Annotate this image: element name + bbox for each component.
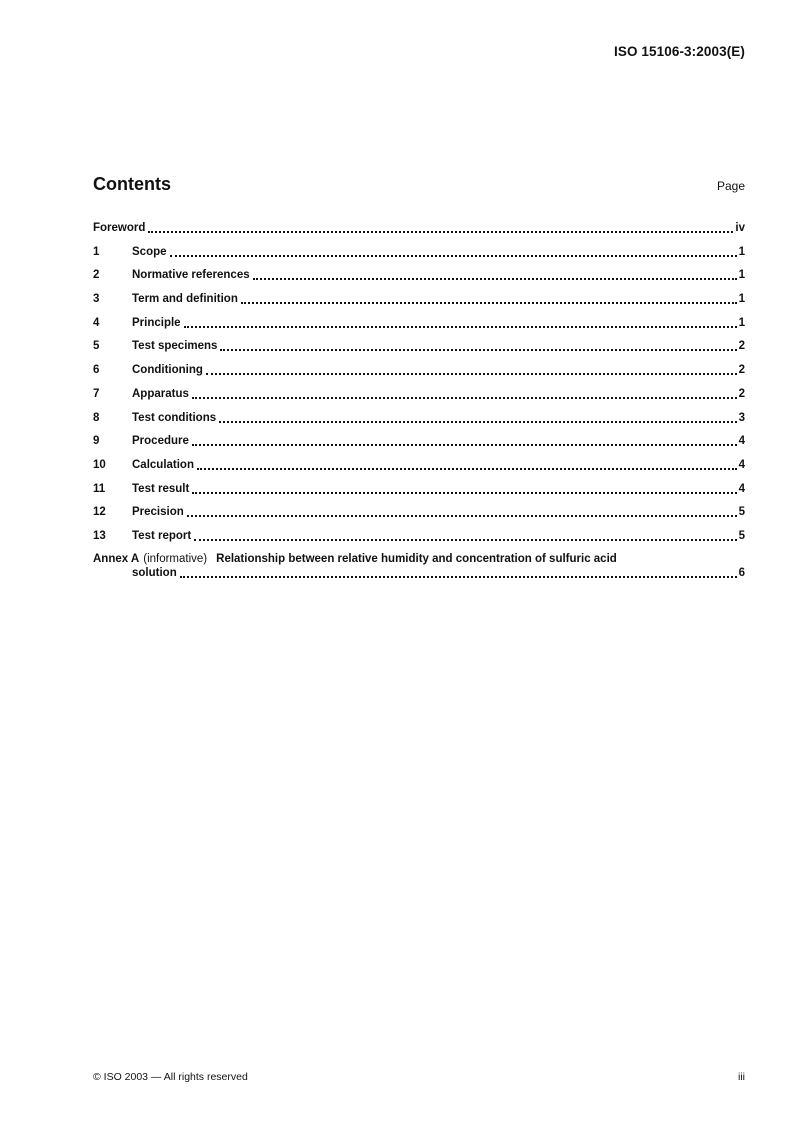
toc-entry-page: 4 [738,482,745,495]
dot-leader [180,576,737,578]
toc-entry-page: 2 [738,387,745,400]
toc-entry-procedure [93,433,745,449]
toc-entry-number: 13 [93,529,106,542]
dot-leader [194,539,736,541]
toc-entry-test-report [93,528,745,544]
toc-entry-page: 1 [738,293,745,306]
toc-entry-title: Foreword [93,222,146,234]
toc-entry-page: 1 [738,269,745,282]
toc-entry-number: 8 [93,411,100,424]
toc-entry-title: Principle [132,316,181,329]
dot-leader [184,326,737,328]
contents-heading-row [93,174,745,195]
toc-entry-title: Apparatus [132,387,189,400]
toc-entry-number: 9 [93,435,100,448]
dot-leader [197,468,737,470]
toc-entry-principle [93,315,745,331]
toc-entry-page: 4 [738,435,745,448]
dot-leader [192,397,737,399]
page-number: iii [738,1071,745,1083]
page-footer [93,1071,745,1083]
annex-title-line [93,552,745,567]
toc-entry-normative-references [93,267,745,283]
toc-entry-precision [93,504,745,520]
dot-leader [241,302,737,304]
toc-entry-page: iv [735,222,745,234]
toc-entry-conditioning [93,362,745,378]
annex-title: Relationship between relative humidity and concentration of sulfuric acid [216,552,617,565]
toc-entry-number: 6 [93,364,100,377]
toc-entry-page: 1 [738,245,745,258]
annex-qualifier: (informative) [143,552,208,565]
toc-entry-title: Conditioning [132,364,203,377]
dot-leader [206,373,737,375]
dot-leader [192,444,737,446]
toc-entry-number: 1 [93,245,100,258]
copyright-notice: © ISO 2003 — All rights reserved [93,1071,248,1083]
document-reference: ISO 15106-3:2003(E) [614,44,745,59]
toc-entry-calculation [93,457,745,473]
toc-entry-title: Test report [132,529,192,542]
toc-entry-test-conditions [93,410,745,426]
table-of-contents [93,220,745,581]
toc-entry-number: 12 [93,506,106,519]
toc-entry-title: Procedure [132,435,189,448]
toc-entry-number: 7 [93,387,100,400]
dot-leader [220,349,736,351]
dot-leader [219,421,736,423]
toc-entry-number: 11 [93,482,106,495]
toc-entry-annex-a [93,552,745,581]
toc-entry-title: Test conditions [132,411,217,424]
annex-label: Annex A [93,552,140,565]
toc-entry-test-result [93,481,745,497]
annex-continuation-line [93,566,745,581]
toc-entry-page: 3 [738,411,745,424]
toc-entry-page: 2 [738,364,745,377]
toc-entry-page: 5 [738,529,745,542]
contents-title: Contents [93,174,171,194]
toc-entry-page: 1 [738,316,745,329]
toc-entry-number: 5 [93,340,100,353]
toc-entry-title: Term and definition [132,293,238,306]
toc-entry-number: 2 [93,269,100,282]
annex-title-continuation: solution [132,567,177,580]
dot-leader [148,231,733,233]
toc-entry-scope [93,244,745,260]
toc-entry-page: 6 [738,567,745,580]
toc-entry-apparatus [93,386,745,402]
toc-entry-title: Precision [132,506,184,519]
toc-entry-page: 4 [738,458,745,471]
toc-entry-term-and-definition [93,291,745,307]
toc-entry-number: 4 [93,316,100,329]
toc-entry-number: 10 [93,458,106,471]
toc-entry-title: Calculation [132,458,194,471]
toc-entry-title: Test specimens [132,340,218,353]
dot-leader [187,515,737,517]
toc-entry-test-specimens [93,338,745,354]
dot-leader [192,492,736,494]
dot-leader [170,255,737,257]
toc-entry-title: Test result [132,482,190,495]
toc-entry-page: 2 [738,340,745,353]
toc-entry-foreword [93,220,745,236]
page-column-label: Page [716,179,745,193]
toc-entry-number: 3 [93,293,100,306]
toc-entry-title: Scope [132,245,167,258]
toc-entry-title: Normative references [132,269,250,282]
dot-leader [253,278,737,280]
toc-entry-page: 5 [738,506,745,519]
